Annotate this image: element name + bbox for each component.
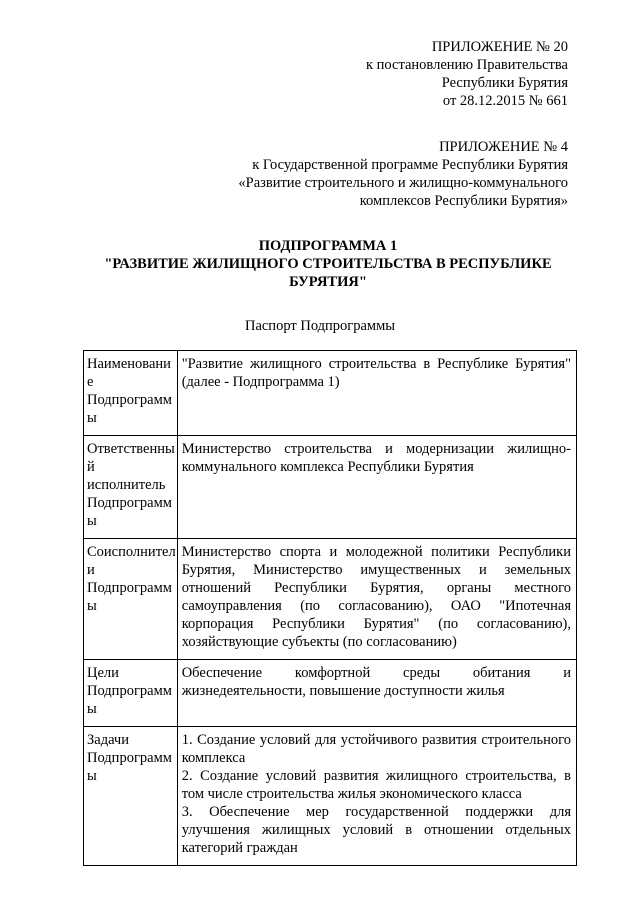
row-label-line: ы bbox=[87, 701, 97, 717]
row-label-line: Наименовани bbox=[87, 356, 171, 372]
row-label-line: ы bbox=[87, 598, 97, 614]
appendix-4-program-name-cont: комплексов Республики Бурятия» bbox=[359, 193, 568, 209]
task-item: 2. Создание условий развития жилищного строительства, в том числе строительства жилья экономического класса bbox=[181, 768, 571, 802]
row-label-line: е bbox=[87, 374, 94, 390]
table-row bbox=[84, 351, 577, 436]
row-label-line: Подпрограмм bbox=[87, 750, 172, 766]
table-row bbox=[84, 660, 577, 727]
table-row bbox=[84, 539, 577, 660]
row-label bbox=[84, 660, 178, 727]
row-label bbox=[84, 351, 178, 436]
row-label-line: ы bbox=[87, 768, 97, 784]
appendix-20-title: ПРИЛОЖЕНИЕ № 20 bbox=[431, 39, 568, 55]
table-row bbox=[84, 727, 577, 866]
row-value: Обеспечение комфортной среды обитания и жизнедеятельности, повышение доступности жилья bbox=[177, 660, 576, 727]
row-value: Министерство спорта и молодежной политики Республики Бурятия, Министерство имущественных и земельных отношений Республики Бурятия, органы местного самоуправления (по согласованию), ОАО "Ипотечная корпорация Республики Бурятия" (по согласованию), хозяйствующие субъекты (по согласованию) bbox=[177, 539, 576, 660]
row-label-line: Соисполнител bbox=[87, 544, 176, 560]
appendix-20-ref: к постановлению Правительства bbox=[366, 57, 568, 73]
row-label-line: Ответственны bbox=[87, 441, 175, 457]
row-label bbox=[84, 436, 178, 539]
row-label bbox=[84, 727, 178, 866]
appendix-4-title: ПРИЛОЖЕНИЕ № 4 bbox=[439, 139, 568, 155]
subprogram-name-cont: БУРЯТИЯ" bbox=[289, 274, 367, 290]
table-row bbox=[84, 436, 577, 539]
subprogram-number: ПОДПРОГРАММА 1 bbox=[258, 238, 398, 254]
task-item: 3. Обеспечение мер государственной поддержки для улучшения жилищных условий в отношении отдельных категорий граждан bbox=[181, 804, 571, 856]
row-value bbox=[177, 727, 576, 866]
row-label-line: Задачи bbox=[87, 732, 129, 748]
row-label-line: ы bbox=[87, 410, 97, 426]
appendix-4-ref: к Государственной программе Республики Бурятия bbox=[252, 157, 568, 173]
row-label-line: Подпрограмм bbox=[87, 495, 172, 511]
row-label bbox=[84, 539, 178, 660]
subprogram-name: "РАЗВИТИЕ ЖИЛИЩНОГО СТРОИТЕЛЬСТВА В РЕСПУБЛИКЕ bbox=[104, 256, 552, 272]
passport-table bbox=[83, 350, 577, 866]
row-label-line: ы bbox=[87, 513, 97, 529]
appendix-20-ref-republic: Республики Бурятия bbox=[441, 75, 568, 91]
row-label-line: и bbox=[87, 562, 95, 578]
row-label-line: Подпрограмм bbox=[87, 580, 172, 596]
subprogram-title bbox=[60, 237, 596, 291]
row-label-line: Цели bbox=[87, 665, 119, 681]
appendix-20-date: от 28.12.2015 № 661 bbox=[442, 93, 568, 109]
appendix-4-block bbox=[238, 138, 568, 210]
row-label-line: й исполнитель bbox=[87, 459, 166, 493]
passport-title: Паспорт Подпрограммы bbox=[244, 318, 396, 334]
task-item: 1. Создание условий для устойчивого развития строительного комплекса bbox=[181, 732, 571, 766]
row-label-line: Подпрограмм bbox=[87, 392, 172, 408]
appendix-20-block bbox=[366, 38, 568, 110]
row-label-line: Подпрограмм bbox=[87, 683, 172, 699]
row-value: Министерство строительства и модернизации жилищно-коммунального комплекса Республики Бурятия bbox=[177, 436, 576, 539]
row-value: "Развитие жилищного строительства в Республике Бурятия" (далее - Подпрограмма 1) bbox=[177, 351, 576, 436]
appendix-4-program-name: «Развитие строительного и жилищно-коммунального bbox=[238, 175, 568, 191]
